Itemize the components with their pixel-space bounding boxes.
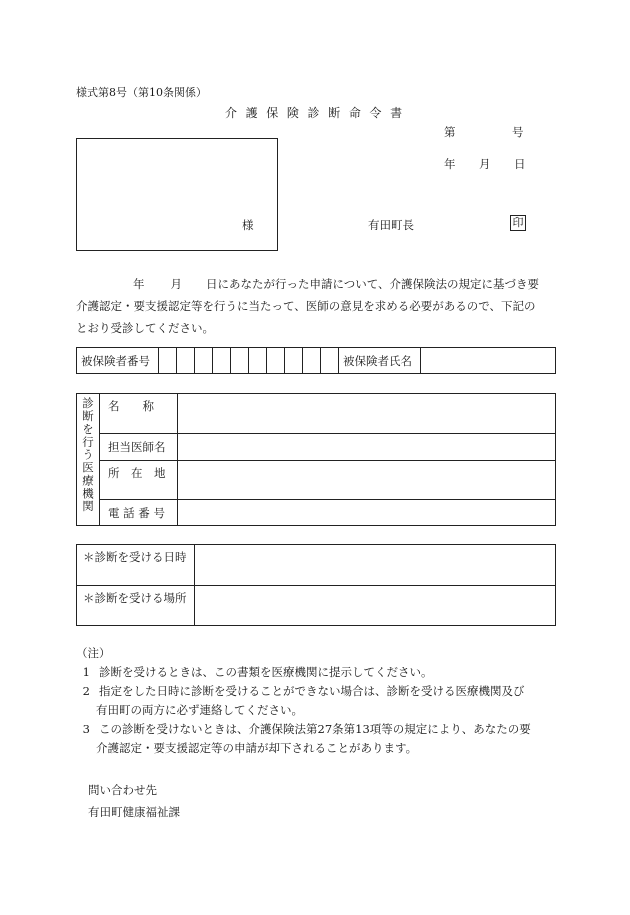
addressee-honorific: 様	[242, 218, 254, 232]
exam-place-field[interactable]	[195, 586, 556, 626]
note-item	[76, 663, 566, 682]
issuer-name: 有田町長	[368, 218, 414, 232]
contact-department: 有田町健康福祉課	[88, 805, 180, 819]
institution-name-field[interactable]	[178, 394, 556, 434]
document-title: 介護保険診断命令書	[225, 106, 411, 120]
date-year-label: 年	[444, 157, 456, 171]
exam-datetime-field[interactable]	[195, 545, 556, 586]
insured-name-label: 被保険者氏名	[339, 348, 421, 374]
address-field[interactable]	[178, 461, 556, 500]
note-number: 2	[82, 684, 90, 698]
notes-heading: （注）	[76, 646, 111, 660]
schedule-table	[76, 544, 556, 626]
exam-place-label: ＊診断を受ける場所	[77, 586, 195, 626]
insured-number-cell[interactable]	[303, 348, 321, 374]
note-text: 指定をした日時に診断を受けることができない場合は、診断を受ける医療機関及び	[99, 684, 525, 698]
institution-table	[76, 393, 556, 526]
note-text-continuation: 介護認定・要支援認定等の申請が却下されることがあります。	[96, 741, 418, 755]
institution-name-label: 名 称	[100, 394, 178, 434]
note-number: 1	[82, 665, 90, 679]
note-item	[76, 720, 566, 739]
form-number: 様式第8号（第10条関係）	[76, 86, 207, 99]
body-month-label: 月	[170, 277, 182, 291]
body-line-1	[76, 273, 556, 295]
exam-datetime-label: ＊診断を受ける日時	[77, 545, 195, 586]
note-text: この診断を受けないときは、介護保険法第27条第13項等の規定により、あなたの要	[99, 722, 531, 736]
document-number-label: 第	[444, 125, 456, 139]
insured-number-cell[interactable]	[213, 348, 231, 374]
date-day-label: 日	[514, 157, 526, 171]
doctor-name-field[interactable]	[178, 434, 556, 461]
body-line-2: 介護認定・要支援認定等を行うに当たって、医師の意見を求める必要があるので、下記の	[76, 299, 536, 313]
body-year-label: 年	[133, 277, 145, 291]
insured-number-cell[interactable]	[321, 348, 339, 374]
institution-group-label: 診断を行う医療機関	[77, 394, 100, 526]
body-line-1-rest: 日にあなたが行った申請について、介護保険法の規定に基づき要	[206, 277, 540, 291]
phone-label: 電 話 番 号	[100, 500, 178, 526]
insured-number-label: 被保険者番号	[77, 348, 159, 374]
insured-name-field[interactable]	[421, 348, 556, 374]
insured-number-cell[interactable]	[195, 348, 213, 374]
note-text: 診断を受けるときは、この書類を医療機関に提示してください。	[99, 665, 433, 679]
notes-section	[76, 644, 566, 758]
note-item	[76, 682, 566, 701]
addressee-box[interactable]	[76, 138, 278, 251]
document-number-suffix: 号	[512, 125, 524, 139]
contact-section	[88, 779, 180, 823]
insured-number-cell[interactable]	[249, 348, 267, 374]
phone-field[interactable]	[178, 500, 556, 526]
insured-table	[76, 347, 556, 374]
contact-label: 問い合わせ先	[88, 783, 157, 797]
date-month-label: 月	[479, 157, 491, 171]
address-label: 所 在 地	[100, 461, 178, 500]
insured-number-cell[interactable]	[231, 348, 249, 374]
insured-number-cell[interactable]	[285, 348, 303, 374]
insured-number-cell[interactable]	[159, 348, 177, 374]
seal-mark: 印	[510, 215, 526, 231]
doctor-name-label: 担当医師名	[100, 434, 178, 461]
body-line-3: とおり受診してください。	[76, 321, 214, 335]
body-paragraph	[76, 273, 556, 339]
insured-number-cell[interactable]	[177, 348, 195, 374]
insured-number-cell[interactable]	[267, 348, 285, 374]
note-text-continuation: 有田町の両方に必ず連絡してください。	[96, 703, 303, 717]
note-number: 3	[82, 722, 90, 736]
